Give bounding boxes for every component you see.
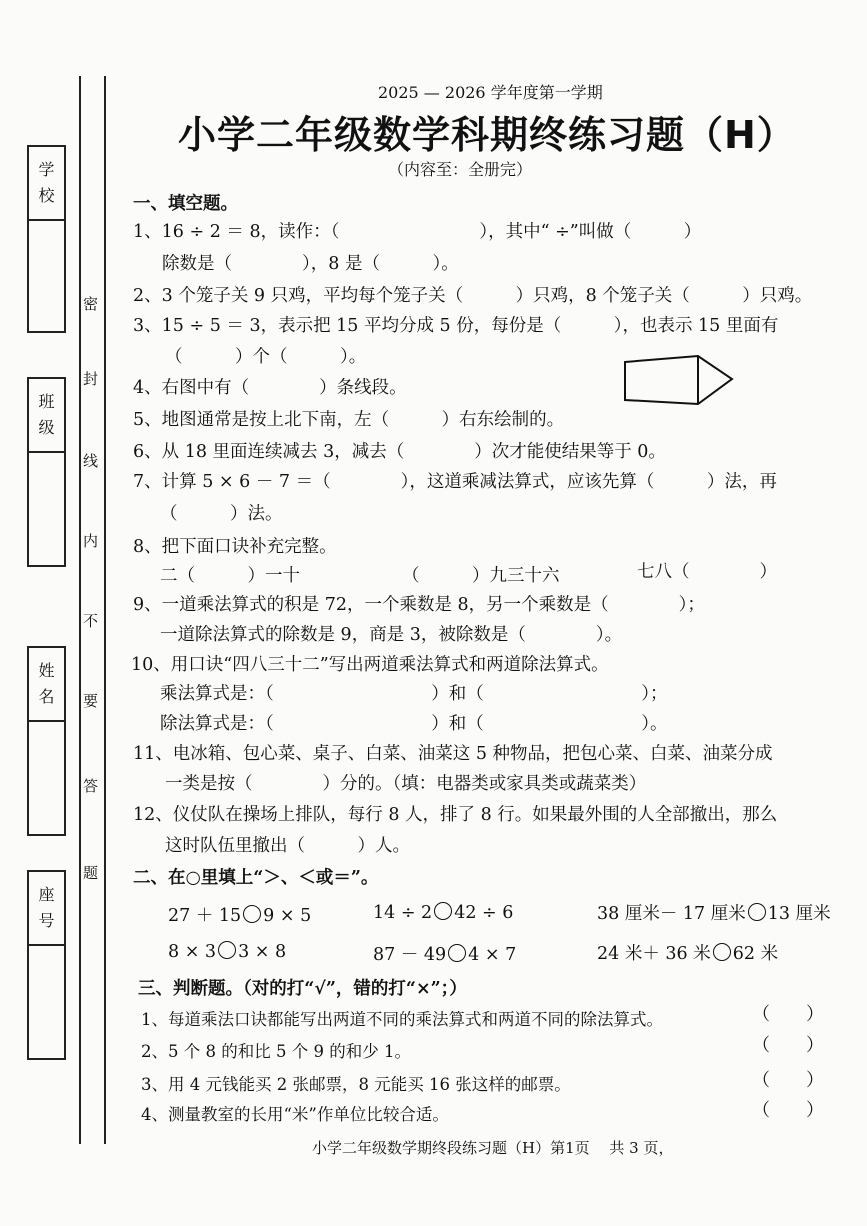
name-label-2: 名 <box>38 687 55 706</box>
compare-right: 42 ÷ 6 <box>454 903 514 923</box>
q12-line1: 12、仪仗队在操场上排队，每行 8 人，排了 8 行。如果最外围的人全部撤出，那么 <box>133 805 778 825</box>
compare-right: 9 × 5 <box>263 906 312 926</box>
binding-line-left <box>79 76 81 1144</box>
q8-rhyme-2: （ ）九三十六 <box>402 566 560 586</box>
q3-line2: （ ）个（ ）。 <box>165 347 367 367</box>
name-label-1: 姓 <box>38 661 55 680</box>
compare-circle[interactable] <box>243 905 261 923</box>
judge-answer-paren[interactable]: （ ） <box>752 1004 824 1025</box>
school-label-1: 学 <box>38 160 55 179</box>
compare-left: 14 ÷ 2 <box>373 903 433 923</box>
q8-rhyme-3: 七八（ ） <box>637 562 777 582</box>
q11-line2: 一类是按（ ）分的。（填：电器类或家具类或蔬菜类） <box>165 774 647 794</box>
q7-line2: （ ）法。 <box>160 504 283 524</box>
compare-right: 3 × 8 <box>238 942 287 962</box>
page-title: 小学二年级数学科期终练习题（H） <box>178 113 796 157</box>
seal-char: 密 <box>83 295 99 313</box>
seal-char: 封 <box>83 370 99 388</box>
section1-title: 一、填空题。 <box>133 194 238 214</box>
compare-item <box>168 902 311 927</box>
compare-circle[interactable] <box>448 944 466 962</box>
q9-line1: 9、一道乘法算式的积是 72，一个乘数是 8，另一个乘数是（ ）； <box>133 595 705 615</box>
q3-line1: 3、15 ÷ 5 ＝ 3，表示把 15 平均分成 5 份，每份是（ ），也表示 15 里面有 <box>133 316 779 336</box>
compare-left: 24 米＋ 36 米 <box>597 944 711 964</box>
judge-item: 2、5 个 8 的和比 5 个 9 的和少 1。 <box>141 1042 411 1061</box>
class-label-1: 班 <box>38 392 55 411</box>
judge-answer-paren[interactable]: （ ） <box>752 1100 824 1121</box>
q2-line: 2、3 个笼子关 9 只鸡，平均每个笼子关（ ）只鸡，8 个笼子关（ ）只鸡。 <box>133 286 813 306</box>
q10-line1: 10、用口诀“四八三十二”写出两道乘法算式和两道除法算式。 <box>131 655 609 675</box>
class-label-2: 级 <box>38 418 55 437</box>
seal-char: 要 <box>83 692 99 710</box>
term-line: 2025 — 2026 学年度第一学期 <box>378 83 603 102</box>
seal-char: 答 <box>83 777 99 795</box>
school-label-2: 校 <box>38 186 55 205</box>
compare-circle[interactable] <box>713 943 731 961</box>
q12-line2: 这时队伍里撤出（ ）人。 <box>165 836 410 856</box>
content-scope: （内容至：全册完） <box>388 160 533 179</box>
section2-title: 二、在○里填上“＞、＜或＝”。 <box>133 868 379 888</box>
compare-left: 8 × 3 <box>168 942 217 962</box>
seal-char: 题 <box>83 864 99 882</box>
seat-label-2: 号 <box>38 911 55 930</box>
compare-item <box>597 900 831 925</box>
compare-right: 13 厘米 <box>767 904 831 924</box>
compare-circle[interactable] <box>748 903 766 921</box>
seal-char: 线 <box>83 452 99 470</box>
judge-item: 1、每道乘法口诀都能写出两道不同的乘法算式和两道不同的除法算式。 <box>141 1010 663 1029</box>
compare-item <box>597 940 778 965</box>
compare-left: 87 － 49 <box>373 945 447 965</box>
q9-line2: 一道除法算式的除数是 9，商是 3，被除数是（ ）。 <box>160 625 623 645</box>
q10-line3: 除法算式是：（ ）和（ ）。 <box>160 714 668 734</box>
judge-item: 3、用 4 元钱能买 2 张邮票，8 元能买 16 张这样的邮票。 <box>141 1075 571 1094</box>
q11-line1: 11、电冰箱、包心菜、桌子、白菜、油菜这 5 种物品，把包心菜、白菜、油菜分成 <box>133 744 773 764</box>
school-box[interactable] <box>27 145 66 333</box>
q10-line2: 乘法算式是：（ ）和（ ）； <box>160 684 668 704</box>
name-box[interactable] <box>27 646 66 836</box>
seal-char: 内 <box>83 532 99 550</box>
binding-line-right <box>104 76 106 1144</box>
q7-line1: 7、计算 5 × 6 － 7 ＝（ ），这道乘减法算式，应该先算（ ）法，再 <box>133 472 777 492</box>
compare-right: 4 × 7 <box>468 945 517 965</box>
compare-item <box>168 941 286 962</box>
judge-item: 4、测量教室的长用“米”作单位比较合适。 <box>141 1105 449 1124</box>
q8-line: 8、把下面口诀补充完整。 <box>133 537 337 557</box>
judge-answer-paren[interactable]: （ ） <box>752 1035 824 1056</box>
compare-circle[interactable] <box>434 902 452 920</box>
q1-line1: 1、16 ÷ 2 ＝ 8，读作：（ ），其中“ ÷”叫做（ ） <box>133 222 702 242</box>
pentagon-figure <box>620 352 738 408</box>
compare-circle[interactable] <box>218 941 236 959</box>
class-box[interactable] <box>27 377 66 567</box>
q4-line: 4、右图中有（ ）条线段。 <box>133 378 407 398</box>
q8-rhyme-1: 二（ ）一十 <box>160 566 300 586</box>
judge-answer-paren[interactable]: （ ） <box>752 1070 824 1091</box>
compare-left: 38 厘米－ 17 厘米 <box>597 904 746 924</box>
section3-title: 三、判断题。（对的打“√”，错的打“×”；） <box>138 979 467 999</box>
seal-char: 不 <box>83 612 99 630</box>
seat-box[interactable] <box>27 870 66 1060</box>
q5-line: 5、地图通常是按上北下南，左（ ）右东绘制的。 <box>133 410 565 430</box>
seat-label-1: 座 <box>38 885 55 904</box>
compare-right: 62 米 <box>732 944 779 964</box>
q6-line: 6、从 18 里面连续减去 3，减去（ ）次才能使结果等于 0。 <box>133 442 666 462</box>
compare-left: 27 ＋ 15 <box>168 906 242 926</box>
compare-item <box>373 941 516 966</box>
compare-item <box>373 902 513 923</box>
q1-line2: 除数是（ ），8 是（ ）。 <box>162 254 459 274</box>
page-footer: 小学二年级数学期终段练习题（H）第1页 共 3 页， <box>312 1139 674 1157</box>
